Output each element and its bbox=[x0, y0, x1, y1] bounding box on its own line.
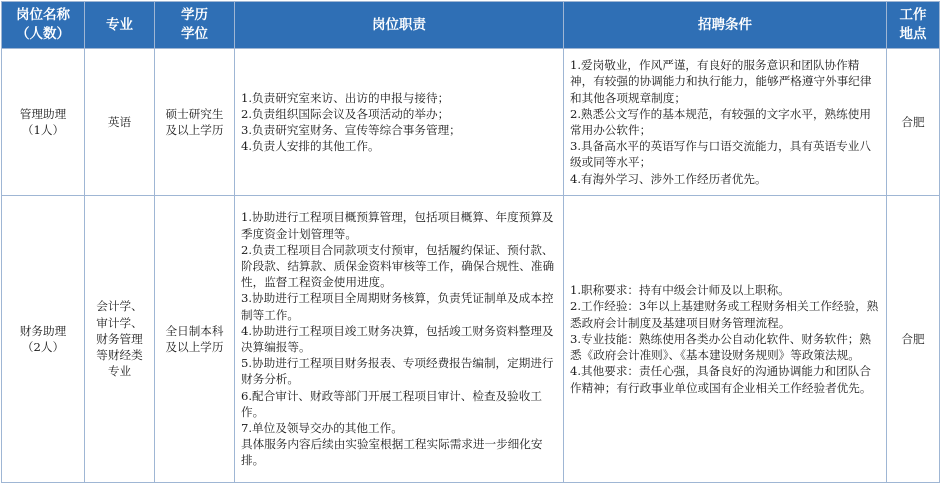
major-cell bbox=[85, 196, 155, 483]
location-cell: 合肥 bbox=[887, 196, 940, 483]
education-cell bbox=[155, 196, 235, 483]
duty-item: 具体服务内容后续由实验室根据工程实际需求进一步细化安排。 bbox=[241, 437, 543, 468]
requirement-item: 3.专业技能：熟练使用各类办公自动化软件、财务软件；熟悉《政府会计准则》、《基本建设财务规则》等政策法规。 bbox=[570, 331, 871, 363]
header-position-line1: 岗位名称 bbox=[16, 7, 70, 23]
major-line: 审计学、 bbox=[96, 315, 143, 330]
duty-item: 5.协助进行工程项目财务报表、专项经费报告编制，定期进行财务分析。 bbox=[241, 356, 554, 387]
requirement-item: 2.工作经验：3年以上基建财务或工程财务相关工作经验，熟悉政府会计制度及基建项目财务管理流程。 bbox=[570, 299, 879, 330]
header-major: 专业 bbox=[85, 2, 155, 49]
table-header-row bbox=[2, 2, 940, 49]
header-education-line2: 学位 bbox=[181, 26, 208, 42]
table-row bbox=[2, 49, 940, 196]
header-education-line1: 学历 bbox=[181, 7, 208, 23]
header-requirements: 招聘条件 bbox=[564, 2, 887, 49]
education-line: 全日制本科 bbox=[165, 323, 224, 338]
major-cell bbox=[85, 49, 155, 196]
recruitment-table bbox=[1, 1, 940, 483]
header-position bbox=[2, 2, 85, 49]
position-cell bbox=[2, 49, 85, 196]
duty-item: 3.负责研究室财务、宣传等综合事务管理； bbox=[241, 123, 461, 137]
requirements-cell bbox=[564, 196, 887, 483]
header-duties: 岗位职责 bbox=[235, 2, 564, 49]
major-line: 英语 bbox=[107, 114, 132, 129]
duty-item: 4.负责人安排的其他工作。 bbox=[241, 139, 380, 154]
header-position-line2: （人数） bbox=[16, 26, 70, 42]
education-line: 及以上学历 bbox=[165, 123, 224, 137]
duty-item: 1.协助进行工程项目概预算管理，包括项目概算、年度预算及季度资金计划管理等。 bbox=[241, 210, 554, 241]
requirement-item: 4.其他要求：责任心强，具备良好的沟通协调能力和团队合作精神；有行政事业单位或国有企业相关工作经验者优先。 bbox=[570, 364, 872, 395]
duty-item: 7.单位及领导交办的其他工作。 bbox=[241, 421, 403, 436]
requirement-item: 1.爱岗敬业，作风严谨，有良好的服务意识和团队协作精神，有较强的协调能力和执行能力，能够严格遵守外事纪律和其他各项规章制度； bbox=[570, 58, 872, 105]
position-cell bbox=[2, 196, 85, 483]
requirements-cell bbox=[564, 49, 887, 196]
requirement-item: 3.具备高水平的英语写作与口语交流能力，具有英语专业八级或同等水平； bbox=[570, 139, 871, 170]
header-education bbox=[155, 2, 235, 49]
major-line: 财务管理 bbox=[96, 331, 143, 346]
position-count: （1人） bbox=[21, 123, 65, 137]
location-cell: 合肥 bbox=[887, 49, 940, 196]
duty-item: 4.协助进行工程项目竣工财务决算，包括竣工财务资料整理及决算编报等。 bbox=[241, 323, 554, 354]
duties-cell bbox=[235, 49, 564, 196]
position-count: （2人） bbox=[21, 340, 65, 354]
position-name: 管理助理 bbox=[19, 106, 67, 121]
requirement-item: 4.有海外学习、涉外工作经历者优先。 bbox=[570, 171, 767, 186]
duty-item: 6.配合审计、财政等部门开展工程项目审计、检查及验收工作。 bbox=[241, 388, 542, 419]
header-location-line2: 地点 bbox=[899, 26, 927, 42]
major-line: 等财经类 bbox=[96, 348, 143, 363]
position-name: 财务助理 bbox=[19, 323, 67, 338]
education-line: 及以上学历 bbox=[165, 340, 224, 354]
education-cell bbox=[155, 49, 235, 196]
duty-item: 1.负责研究室来访、出访的申报与接待； bbox=[241, 90, 450, 105]
requirement-item: 1.职称要求：持有中级会计师及以上职称。 bbox=[570, 283, 790, 298]
requirement-item: 2.熟悉公文写作的基本规范，有较强的文字水平，熟练使用常用办公软件； bbox=[570, 106, 871, 137]
duty-item: 3.协助进行工程项目全周期财务核算，负责凭证制单及成本控制等工作。 bbox=[241, 291, 554, 322]
duties-cell bbox=[235, 196, 564, 483]
table-row bbox=[2, 196, 940, 483]
header-location bbox=[887, 2, 940, 49]
header-location-line1: 工作 bbox=[899, 7, 927, 23]
major-line: 会计学、 bbox=[96, 299, 143, 314]
duty-item: 2.负责工程项目合同款项支付预审，包括履约保证、预付款、阶段款、结算款、质保金资料审核等工作，确保合规性、准确性，监督工程资金使用进度。 bbox=[241, 242, 555, 290]
education-line: 硕士研究生 bbox=[165, 106, 224, 121]
duty-item: 2.负责组织国际会议及各项活动的举办； bbox=[241, 106, 450, 121]
major-line: 专业 bbox=[107, 364, 132, 379]
